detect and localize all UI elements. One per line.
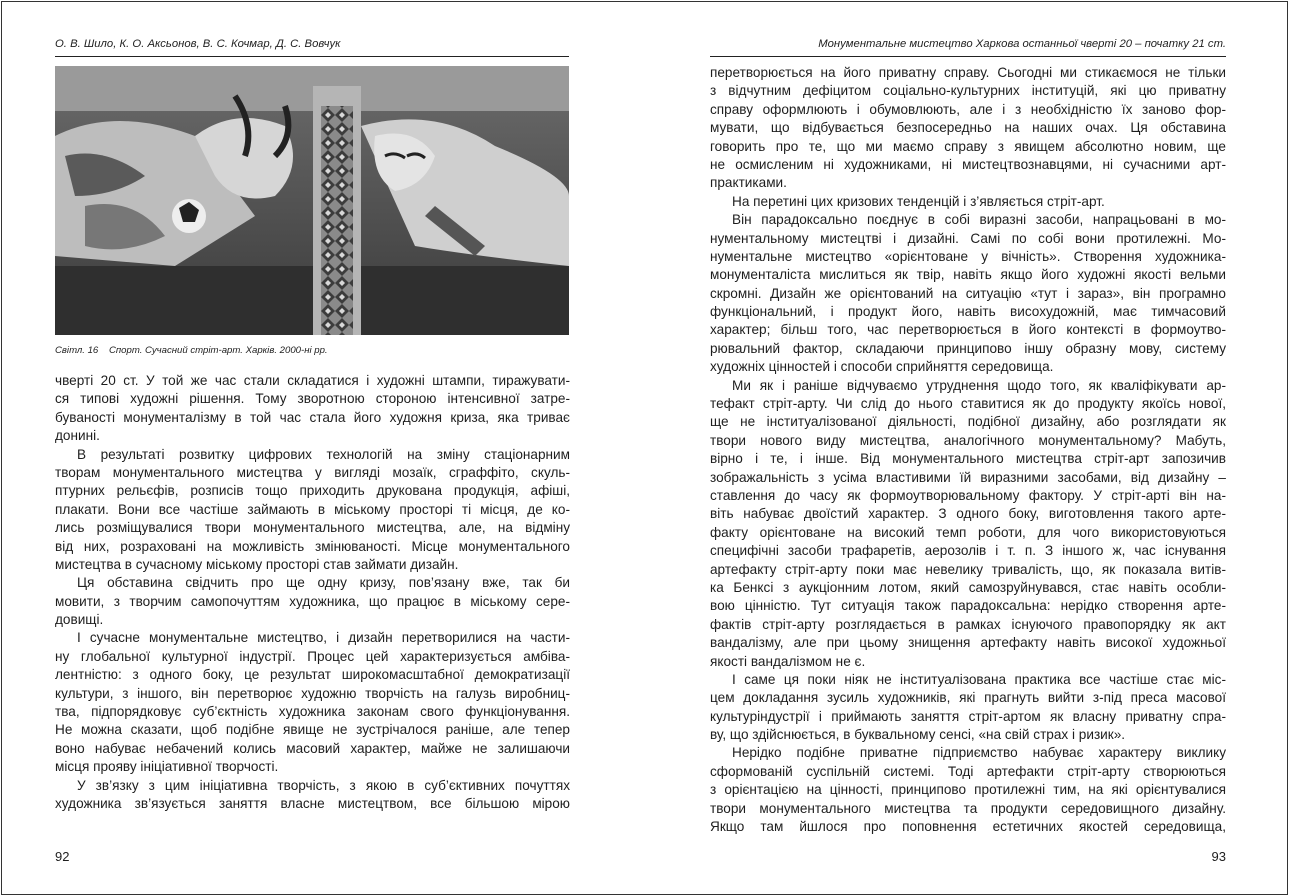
- text-line: мувати, що відбувається безпосередньо на наших очах. Ця обставина: [710, 120, 1226, 136]
- text-line: вандалізму, але при цьому знищення артефакту навіть високої художньої: [710, 635, 1226, 651]
- text-line: вою цінністю. Тут ситуація також парадоксальна: нерідко створення арте-: [710, 598, 1226, 614]
- text-line: На перетині цих кризових тенденцій і з’являється стріт-арт.: [732, 193, 1105, 209]
- text-line: культуріндустрії і приймають заняття стріт-артом як власну приватну спра-: [710, 708, 1226, 724]
- text-line: мовити, з творчим самопочуттям художника, що працює в міському сере-: [55, 593, 570, 609]
- figure-label: Світл. 16: [55, 345, 99, 356]
- text-line: Ця обставина свідчить про ще одну кризу, пов’язану вже, так би: [77, 575, 570, 591]
- text-line: культури, з іншого, він перетворює художню творчість на галузь виробниц-: [55, 685, 570, 701]
- text-line: І сучасне монументальне мистецтво, і дизайн перетворилися на части-: [77, 630, 570, 646]
- paragraph: [710, 671, 1226, 745]
- text-line: функціональний, і продукт його, навіть висохудожній, має тимчасовий: [710, 304, 1226, 320]
- text-line: фактів стріт-арту розглядається в рамках існуючого правопорядку як акт: [710, 616, 1226, 632]
- text-line: воно набуває небачений колись масовий характер, майже не залишаючи: [55, 740, 570, 756]
- text-line: зображальність з усіма властивими їй виразними засобами, від дизайну –: [710, 469, 1226, 485]
- text-line: буваності монументалізму в той час стала його художня криза, яка триває: [55, 409, 570, 425]
- text-line: Нерідко подібне приватне підприємство набуває характеру виклику: [732, 745, 1226, 761]
- paragraph: [55, 629, 570, 776]
- text-line: ка Бенксі з аукціонним лотом, який самозруйнувався, стає навіть особли-: [710, 579, 1226, 595]
- text-line: нументальне мистецтво «орієнтоване у вічність». Створення художника-: [710, 248, 1226, 264]
- text-line: вірно і те, і інше. Від монументального мистецтва стріт-арт запозичив: [710, 451, 1226, 467]
- text-line: з відчутним дефіцитом соціально-культурних інституцій, які цю приватну: [710, 83, 1226, 99]
- text-line: перетворюється на його приватну справу. Сьогодні ми стикаємося не тільки: [710, 65, 1226, 80]
- text-line: специфічні засоби трафаретів, аерозолів і т. п. З іншого ж, час існування: [710, 543, 1226, 559]
- text-line: характер; більш того, час перетворюється в його контексті в формоутво-: [710, 322, 1226, 338]
- text-line: з орієнтацією на цінності, принципово протилежні тим, на які орієнтувалися: [710, 782, 1226, 798]
- text-line: лентністю: з одного боку, це результат широкомасштабної демократизації: [55, 667, 570, 683]
- paragraph: [710, 744, 1226, 836]
- text-line: лись розміщувалися твори монументального мистецтва, але, на відміну: [55, 520, 570, 536]
- paragraph: [55, 777, 570, 814]
- text-line: довищі.: [55, 612, 104, 628]
- text-line: В результаті розвитку цифрових технологій на зміну стаціонарним: [77, 446, 570, 462]
- paragraph: [710, 377, 1226, 671]
- text-line: плакати. Вони все частіше займають в міському просторі ті місця, де ко-: [55, 501, 570, 517]
- paragraph: [55, 574, 570, 629]
- text-line: У зв’язку з цим ініціативна творчість, з якою в суб’єктивних почуттях: [77, 777, 570, 793]
- right-running-head: Монументальне мистецтво Харкова останньої чверті 20 – початку 21 ст.: [818, 38, 1226, 50]
- right-page-number: 93: [1211, 849, 1226, 864]
- text-line: ну глобальної культурної індустрії. Процес цей характеризується амбіва-: [55, 648, 570, 664]
- text-line: сформованій суспільній системі. Тоді артефакти стріт-арту створюються: [710, 763, 1226, 779]
- text-line: нументальному мистецтві і дизайні. Самі по собі вони протилежні. Мо-: [710, 230, 1226, 246]
- text-line: практиками.: [710, 175, 787, 191]
- text-line: твори монументального мистецтва та продукти середовищного дизайну.: [710, 800, 1226, 816]
- text-line: тефакт стріт-арту. Чи слід до нього ставитися як до продукту якоїсь нової,: [710, 396, 1226, 412]
- text-line: чверті 20 ст. У той же час стали складатися і художні штампи, тиражувати-: [55, 373, 570, 388]
- figure-caption: [55, 345, 336, 356]
- text-line: художника зв’язується заняття власне мистецтвом, все більшою мірою: [55, 795, 570, 811]
- text-line: говорить про те, що ми маємо справу з явищем абсолютно новим, ще: [710, 138, 1226, 154]
- text-line: не осмисленим ні художниками, ні мистецтвознавцями, ні сучасними арт-: [710, 156, 1226, 172]
- right-header-rule: [710, 56, 1226, 57]
- text-line: Він парадоксально поєднує в собі виразні засоби, напрацьовані в мо-: [732, 212, 1226, 228]
- paragraph: [55, 446, 570, 575]
- paragraph: [55, 372, 570, 446]
- text-line: місця прояву ініціативної творчості.: [55, 759, 279, 775]
- text-line: І саме ця поки ніяк не інституалізована практика все частіше стає міс-: [732, 671, 1226, 687]
- text-line: художніх цінностей і способи сприйняття середовища.: [710, 359, 1054, 375]
- left-header-rule: [55, 56, 569, 57]
- paragraph: [710, 64, 1226, 193]
- text-line: ся типові художні рішення. Тому зворотною стороною інтенсивної затре-: [55, 391, 570, 407]
- text-line: якості вандалізмом не є.: [710, 653, 866, 669]
- text-line: рювальний фактор, складаючи принципово іншу образну мову, систему: [710, 340, 1226, 356]
- text-line: цем докладання зусиль художників, які прагнуть вийти з-під преса масової: [710, 690, 1226, 706]
- paragraph: [710, 211, 1226, 377]
- text-line: віть набуває двоїстий характер. З одного боку, виготовлення такого арте-: [710, 506, 1226, 522]
- text-line: Не можна сказати, щоб подібне явище не зустрічалося раніше, але тепер: [55, 722, 570, 738]
- figure-caption-text: Спорт. Сучасний стріт-арт. Харків. 2000-ні рр.: [108, 345, 328, 356]
- text-line: скромні. Дизайн же орієнтований на ситуацію «тут і зараз», він програмно: [710, 285, 1226, 301]
- text-line: ву, що здійснюється, в буквальному сенсі, «на свій страх і ризик».: [710, 727, 1126, 743]
- text-line: монументаліста мислиться як твір, навіть якщо його художні якості вельми: [710, 267, 1226, 283]
- text-line: ще не інституалізованої діяльності, подібної дизайну, або розглядати як: [710, 414, 1226, 430]
- text-line: артефакту стріт-арту поки має невелику тривалість, що, як показала витів-: [710, 561, 1226, 577]
- text-line: творам монументального мистецтва у вигляді мозаїк, сграффіто, скуль-: [55, 464, 570, 480]
- text-line: факту орієнтоване на високий темп роботи, для чого використовуються: [710, 524, 1226, 540]
- text-line: тва, підпорядковує суб’єктність художника законам свого функціонування.: [55, 704, 570, 720]
- text-line: справу оформлюють і обумовлюють, але і з необхідністю їх заново фор-: [710, 101, 1226, 117]
- figure-street-art-photo: [55, 66, 569, 335]
- text-line: Ми як і раніше відчуваємо утруднення щодо того, як кваліфікувати ар-: [732, 377, 1226, 393]
- left-page-number: 92: [55, 849, 70, 864]
- text-line: Якщо там йшлося про поповнення естетичних якостей середовища,: [710, 819, 1226, 835]
- right-page-body-text: [710, 64, 1226, 836]
- text-line: твори нового виду мистецтва, аналогічного монументальному? Мабуть,: [710, 432, 1226, 448]
- text-line: птурних рельєфів, розписів тощо приходить друкована продукція, афіші,: [55, 483, 570, 499]
- text-line: ставлення до часу як формоутворювальному фактору. У стріт-арті він на-: [710, 487, 1226, 503]
- text-line: мистецтва в сучасному міському просторі став займати дизайн.: [55, 556, 459, 572]
- text-line: від них, розраховані на можливість змінюваності. Місце монументального: [55, 538, 570, 554]
- paragraph: [710, 193, 1226, 211]
- left-page-body-text: [55, 372, 570, 813]
- left-running-head: О. В. Шило, К. О. Аксьонов, В. С. Кочмар, Д. С. Вовчук: [55, 38, 341, 50]
- text-line: донині.: [55, 428, 100, 444]
